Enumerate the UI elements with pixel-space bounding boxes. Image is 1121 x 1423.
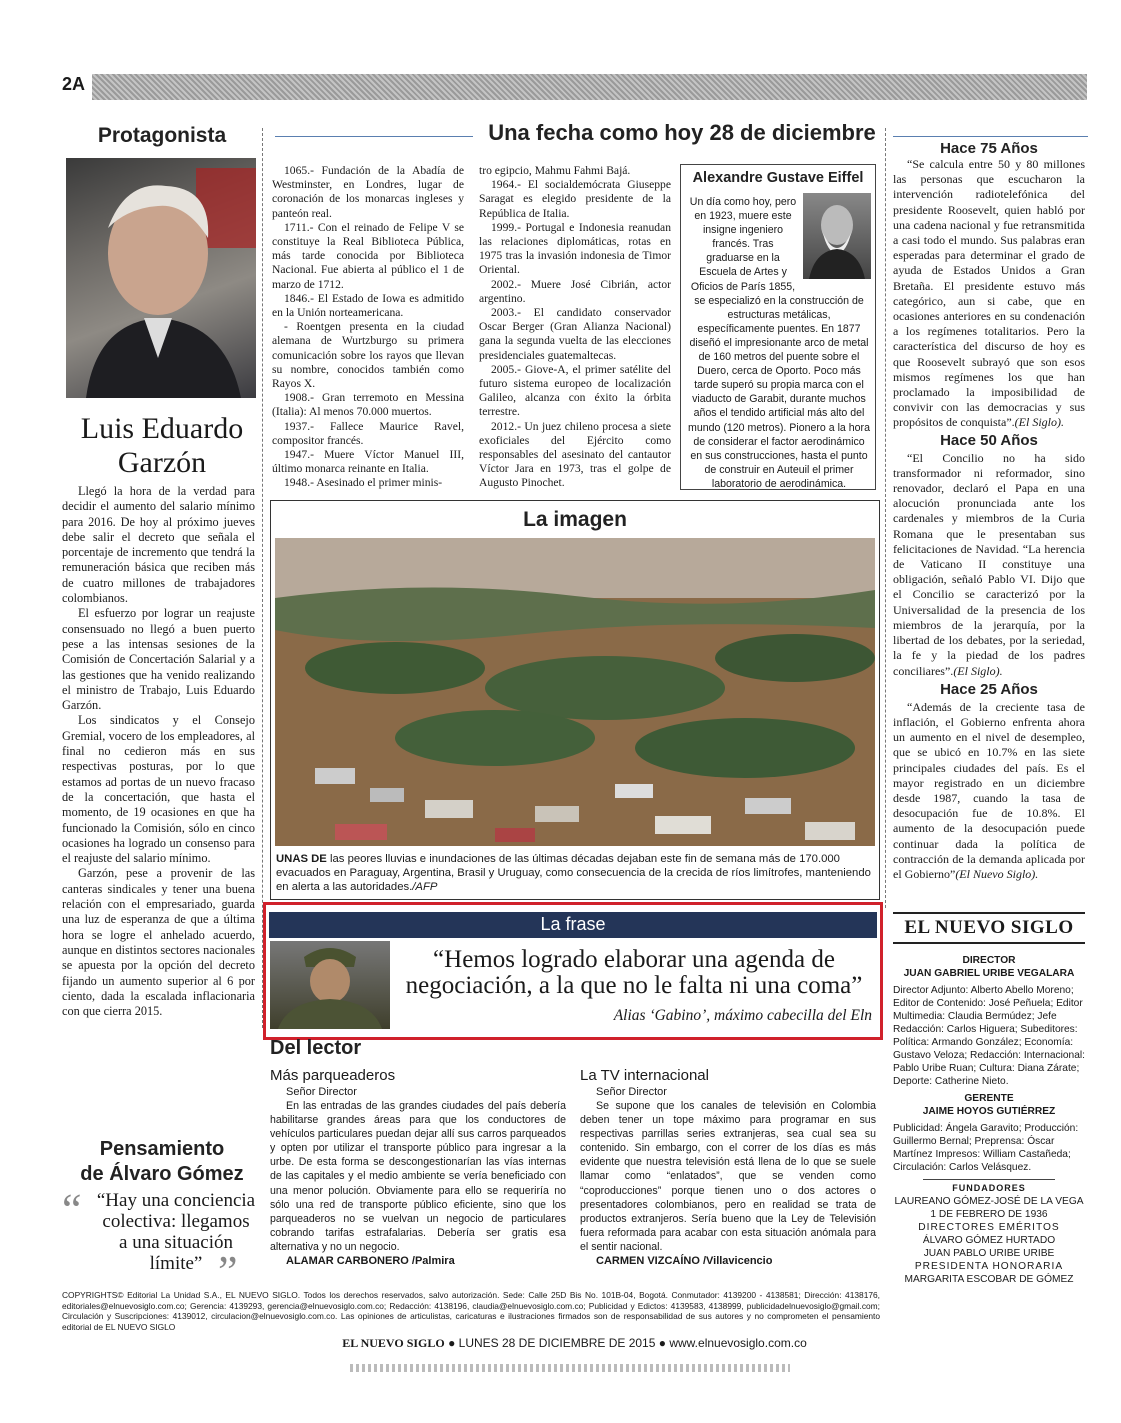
letter-signature: ALAMAR CARBONERO /Palmira (286, 1255, 455, 1268)
paragraph: Los sindicatos y el Consejo Gremial, vocero de los empleadores, al final no cedieron más en sus respectivas posturas, por lo que estamos ad portas de un nuevo fracaso de la concertación, que hasta el momento, de 19 ocasiones en que ha funcionado la Comisión, sólo en cinco ocasiones ha logrado un consenso para el reajuste del salario mínimo. (62, 713, 255, 866)
letter-title: Más parqueaderos (270, 1067, 396, 1084)
portrait-illustration (270, 941, 390, 1029)
bullet-icon: ● (658, 1336, 666, 1350)
bullet-icon: ● (448, 1336, 456, 1350)
hace-heading: Hace 25 Años (940, 680, 1038, 698)
emerito: JUAN PABLO URIBE URIBE (923, 1248, 1055, 1259)
letter-text: Se supone que los canales de televisión en Colombia deben tener un tope máximo para programar en sus respectivas parrillas series extranjeras, sea cual sea su contenido. Sin embargo, con el correr de los días es más evidente que nuestra televisión está llena de lo que se suele llamar como “enlatados”, que se venden como “coproducciones” porque tienen uno o dos actores o presentadores colombianos, pero en realidad se trata de productos extranjeros. Sería bueno que la Ley de Televisión fuera reformada para acabar con esta situación anómala para el sentir nacional. (580, 1100, 876, 1253)
open-quote-icon: “ (62, 1185, 82, 1234)
hace-text: “Además de la creciente tasa de inflación, el Gobierno enfrenta ahora un aumento en el nivel de desempleo, que se ubicó en 10.7% en las siete principales ciudades del país. Es el mayor registrado en un diciembre desde 1987, cuando la tasa de desocupación fue de 10.8%. El aumento de la desocupación puede continuar dada la política de contracción de la demanda aplicada por el Gobierno” (893, 699, 1085, 881)
barcode-strip (350, 1364, 790, 1372)
hace-source: (El Siglo). (953, 663, 1003, 678)
footer-date: LUNES 28 DE DICIEMBRE DE 2015 (458, 1336, 656, 1350)
caption-text: las peores lluvias e inundaciones de las últimas décadas dejaban este fin de semana más de 170.000 evacuados en Paraguay, Argentina, Brasil y Uruguay, como consecuencia de la crecida de ríos limítrofes, manteniendo en alerta a las autoridades. (276, 853, 871, 893)
event: 2012.- Un juez chileno procesa a siete exoficiales del Ejército como responsables del asesinato del cantautor Víctor Jara en 1973, tras el golpe de Augusto Pinochet. (479, 419, 671, 490)
column-divider (262, 128, 263, 1028)
fundadores: LAUREANO GÓMEZ-JOSÉ DE LA VEGA (894, 1196, 1084, 1207)
masthead (893, 954, 1085, 1286)
flood-illustration (275, 538, 875, 846)
paragraph: Garzón, pese a provenir de las canteras sindicales y tener una buena relación con el empresariado, guarda una luz de esperanza de que a última hora se logre el anhelado acuerdo, aunque en distintos sectores nacionales se apuesta por la opción del decreto fijando un aumento superior al 6 por ciento, dada la escalada inflacionaria con que cierra 2015. (62, 866, 255, 1019)
pensamiento-quote: “Hay una conciencia colectiva: llegamos a una situación límite” (96, 1190, 256, 1274)
lector-heading: Del lector (270, 1037, 362, 1059)
fecha-heading: Una fecha como hoy 28 de diciembre (488, 120, 876, 145)
photo-credit: /AFP (412, 881, 438, 893)
event: 1908.- Gran terremoto en Messina (Italia): Al menos 70.000 muertos. (272, 391, 464, 419)
event: 1999.- Portugal e Indonesia reanudan las relaciones diplomáticas, rotas en 1975 tras la invasión indonesia de Timor Oriental. (479, 220, 671, 277)
gabino-photo (270, 941, 390, 1029)
emeritos-label: DIRECTORES EMÉRITOS (918, 1222, 1060, 1233)
letter-title: La TV internacional (580, 1067, 709, 1084)
eiffel-box (680, 164, 876, 490)
event: 2005.- Giove-A, el primer satélite del futuro sistema europeo de localización Galileo, alcanza con éxito la órbita terrestre. (479, 362, 671, 419)
event: - Roentgen presenta en la ciudad alemana de Wurtzburgo su primera comunicación sobre los rayos que llevan su nombre, conocidos también como Rayos X. (272, 320, 464, 391)
event: tro egipcio, Mahmu Fahmi Bajá. (479, 164, 631, 177)
copyright: COPYRIGHTS© Editorial La Unidad S.A., EL NUEVO SIGLO. Todos los derechos reservados, salvo autorización. Sede: Calle 25D Bis No. 101B-04, Bogotá. Conmutador: 4139200 - 4138581; Dirección: 4138176, editoriales@elnuevosiglo.com.co; Gerencia: 4139293, gerencia@elnuevosiglo.com.co; Redacción: 4138196, claudia@elnuevosiglo.com.co; Publicidad y Edictos: 4139583, 4138999, publicidadelnuevosiglo@gmail.com; Circulación y Suscripciones: 4139012, circulacion@elnuevosiglo.com.co. Las opiniones de articulistas, caricaturas e ilustraciones firmados son de responsabilidad de sus autores y no comprometen el pensamiento editorial de EL NUEVO SIGLO (62, 1290, 880, 1332)
pensamiento-heading-line1: Pensamiento (99, 1138, 225, 1160)
paragraph: El esfuerzo por lograr un reajuste consensuado no llegó a buen puerto pese a las intensas sesiones de la Comisión de Concertación Salarial y a las gestiones que ha venido realizando el ministro de Trabajo, Luis Eduardo Garzón. (62, 606, 255, 713)
imagen-caption (276, 852, 876, 894)
close-quote-icon: ” (218, 1247, 238, 1296)
footer (62, 1336, 1087, 1351)
letter-salutation: Señor Director (596, 1086, 667, 1098)
event: 1937.- Fallece Maurice Ravel, compositor francés. (272, 419, 464, 447)
eiffel-title: Alexandre Gustave Eiffel (692, 170, 864, 186)
hace-heading: Hace 50 Años (940, 431, 1038, 449)
hace-column (893, 140, 1085, 882)
imagen-heading: La imagen (523, 508, 627, 531)
column-divider (885, 128, 886, 908)
honoraria-label: PRESIDENTA HONORARIA (914, 1261, 1064, 1272)
event: 2002.- Muere José Cibrián, actor argentino. (479, 277, 671, 305)
protagonista-name: Luis Eduardo Garzón (80, 412, 244, 479)
director-name: JUAN GABRIEL URIBE VEGALARA (903, 968, 1075, 979)
event: 1947.- Muere Víctor Manuel III, último monarca reinante en Italia. (272, 448, 464, 476)
hace-source: (El Siglo). (1014, 415, 1064, 430)
flood-photo (275, 538, 875, 846)
event: 1948.- Asesinado el primer minis- (284, 476, 443, 490)
frase-attribution: Alias ‘Gabino’, máximo cabecilla del Eln (613, 1007, 872, 1024)
director-label: DIRECTOR (962, 955, 1016, 966)
gerente-name: JAIME HOYOS GUTIÉRREZ (922, 1106, 1056, 1117)
frase-quote: “Hemos logrado elaborar una agenda de negociación, a la que no le falta ni una coma” (405, 946, 863, 999)
masthead-logo: EL NUEVO SIGLO (893, 912, 1085, 944)
caption-lead: UNAS DE (276, 853, 327, 865)
event: 1964.- El socialdemócrata Giuseppe Saragat es elegido presidente de la República de Italia. (479, 178, 671, 220)
honoraria-name: MARGARITA ESCOBAR DE GÓMEZ (904, 1274, 1074, 1285)
hace-heading: Hace 75 Años (940, 140, 1038, 157)
header-bar (92, 74, 1087, 100)
letter-signature: CARMEN VIZCAÍNO /Villavicencio (596, 1255, 773, 1268)
gerente-label: GERENTE (964, 1093, 1014, 1104)
eiffel-text: Un día como hoy, pero en 1923, muere este insigne ingeniero francés. Tras graduarse en la Escuela de Artes y Oficios de París 1855, se especializó en la construcción de estructuras metálicas, específicamente puentes. En 1877 diseñó el impresionante arco de metal de 160 metros del puente sobre el Duero, cerca de Oporto. Poco más tarde superó su propia marca con el viaducto de Garabit, durante muchos años el tendido artificial más alto del mundo (120 metros). Pionero a la hora de considerar el factor aerodinámico en sus construcciones, hasta el punto de construir en Auteuil el primer laboratorio de aerodinámica. (688, 196, 870, 490)
hace-text: “El Concilio no ha sido transformador ni reformador, sino renovador, declaró el Papa en una alocución pronunciada ante los cardenales y miembros de la Curia Romana que le presentaban sus felicitaciones de Navidad. “La herencia de Vaticano II constituye una obligación, señaló Pablo VI. Dijo que el Concilio se caracterizó por la Universalidad de la presencia de los miembros de la jerarquía, por la libertad de los debates, por la seriedad, la fe y la piedad de los padres conciliares”. (893, 450, 1085, 678)
hace-text: “Se calcula entre 50 y 80 millones las personas que escucharon la intervención radiotelefónica del presidente Roosevelt, quien habló por una cadena nacional y fue retransmitida a casi todo el mundo. Sus palabras eran esperadas para determinar el grado de ayuda de Estados Unidos a Gran Bretaña. El presidente estuvo más categórico, aun si cabe, que en ocasiones anteriores en su condenación a los regímenes totalitarios. Pero la característica del discurso de hoy es que Roosevelt subrayó que son esos mismos regímenes los que han proclamado la imposibilidad de convivir con las democracias y sus propósitos de conquista”. (893, 157, 1085, 430)
event: 1846.- El Estado de Iowa es admitido en la Unión norteamericana. (272, 291, 464, 320)
letter-text: En las entradas de las grandes ciudades del país debería habilitarse grandes áreas para que los conductores de vehículos particulares puedan dejar allí sus carros parqueados y opten por utilizar el transporte público para ingresar a la urbe. De esta forma se descongestionarían las vías internas de las capitales y el medio ambiente se vería beneficiado con una menor polución. Obviamente para ello se requeriría no sólo una red de transporte público eficiente, sino que los parqueaderos no se vuelvan un negocio de particulares cobrando tarifas estrafalarias. Debería ser gratis esa alternativa y no un negocio. (270, 1100, 566, 1253)
heading-rule (893, 136, 1088, 137)
letter (270, 1067, 566, 1267)
fecha-column-2 (479, 164, 671, 491)
event: 2003.- El candidato conservador Oscar Berger (Gran Alianza Nacional) gana la segunda vuelta de las elecciones presidenciales guatemaltecas. (479, 306, 671, 362)
event: 1065.- Fundación de la Abadía de Westminster, en Londres, lugar de coronación de los monarcas ingleses y panteón real. (272, 164, 464, 220)
fundadores-label: FUNDADORES (952, 1183, 1026, 1193)
fundacion-date: 1 DE FEBRERO DE 1936 (930, 1209, 1048, 1220)
protagonista-heading: Protagonista (97, 124, 227, 147)
frase-box (263, 902, 883, 1040)
frase-label: La frase (540, 914, 606, 934)
event: 1711.- Con el reinado de Felipe V se constituye la Real Biblioteca Pública, más tarde conocida por Biblioteca Nacional. Fue abierta al público el 1 de marzo de 1712. (272, 220, 464, 291)
letter-salutation: Señor Director (286, 1086, 357, 1098)
garzon-photo (66, 158, 256, 398)
protagonista-body (62, 484, 255, 1019)
emerito: ÁLVARO GÓMEZ HURTADO (922, 1235, 1056, 1246)
paragraph: Llegó la hora de la verdad para decidir el aumento del salario mínimo para 2016. De hoy al próximo jueves debe salir el decreto que señala el porcentaje de incremento que tendrá la remuneración básica que reciben más de cuatro millones de trabajadores colombianos. (62, 484, 255, 606)
footer-logo: EL NUEVO SIGLO (342, 1336, 445, 1350)
fecha-column-1 (272, 164, 464, 491)
heading-rule (275, 136, 473, 137)
hace-source: (El Nuevo Siglo). (955, 866, 1039, 881)
staff-list: Director Adjunto: Alberto Abello Moreno; Editor de Contenido: José Peñuela; Editor Multimedia: Claudia Bermúdez; Jefe Redacción: Carlos Higuera; Subeditores: Política: Armando González; Economía: Gustavo Veloza; Redacción: Internacional: Pablo Uribe Ruan; Cultura: Diana Zárate; Deporte: Catherine Nieto. (893, 985, 1085, 1087)
footer-url[interactable]: www.elnuevosiglo.com.co (669, 1336, 807, 1350)
pensamiento-heading-line2: de Álvaro Gómez (80, 1163, 244, 1185)
portrait-illustration (66, 158, 256, 398)
staff-list-2: Publicidad: Ángela Garavito; Producción: Guillermo Bernal; Preprensa: Óscar Martínez Impresos: William Castañeda; Circulación: Carlos Velásquez. (893, 1123, 1079, 1173)
letter (580, 1067, 876, 1267)
page-number: 2A (62, 74, 86, 94)
pensamiento-heading (62, 1137, 262, 1187)
